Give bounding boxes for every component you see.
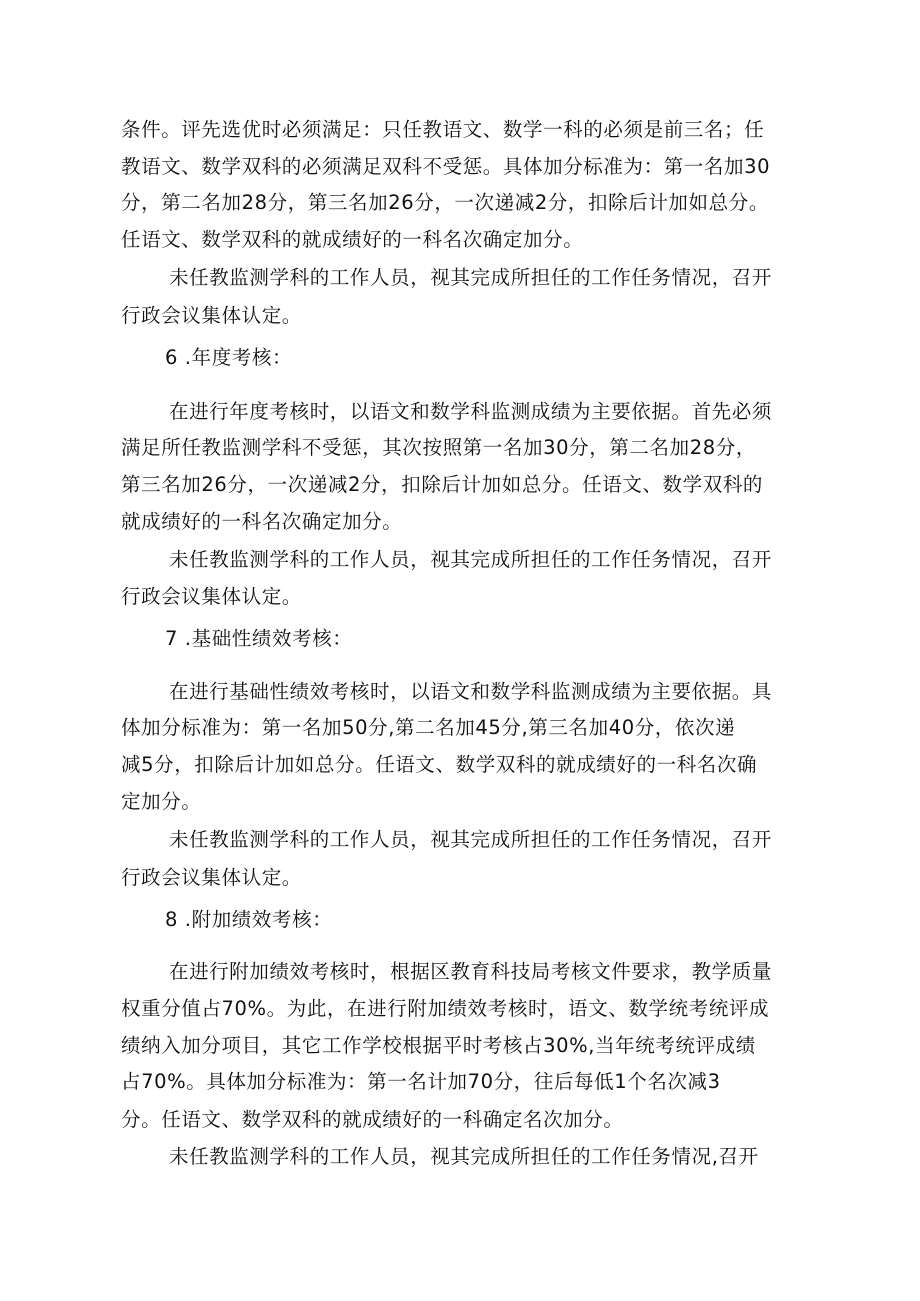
text-line: 绩纳入加分项目，其它工作学校根据平时考核占30%,当年统考统评成绩 <box>121 1034 756 1057</box>
text-line: 就成绩好的一科名次确定加分。 <box>121 510 403 533</box>
text-line: 占70%。具体加分标准为：第一名计加70分，往后每低1个名次减3 <box>121 1070 721 1093</box>
text-line: 分，第二名加28分，第三名加26分，一次递减2分，扣除后计加如总分。 <box>121 191 769 214</box>
text-line: 体加分标准为：第一名加50分,第二名加45分,第三名加40分，依次递 <box>121 716 736 739</box>
text-line: 权重分值占70%。为此，在进行附加绩效考核时，语文、数学统考统评成 <box>121 997 770 1020</box>
text-line: 条件。评先选优时必须满足：只任教语文、数学一科的必须是前三名；任 <box>121 118 765 141</box>
text-line: 未任教监测学科的工作人员，视其完成所担任的工作任务情况，召开 <box>169 266 773 289</box>
text-line: 任语文、数学双科的就成绩好的一科名次确定加分。 <box>121 228 584 251</box>
section-heading: 7 .基础性绩效考核： <box>165 627 353 650</box>
text-line: 行政会议集体认定。 <box>121 866 302 889</box>
text-line: 定加分。 <box>121 790 202 813</box>
text-line: 未任教监测学科的工作人员，视其完成所担任的工作任务情况，召开 <box>169 828 773 851</box>
section-heading: 8 .附加绩效考核： <box>165 908 333 931</box>
text-line: 第三名加26分，一次递减2分，扣除后计加如总分。任语文、数学双科的 <box>121 473 764 496</box>
text-line: 在进行年度考核时，以语文和数学科监测成绩为主要依据。首先必须 <box>169 400 773 423</box>
section-heading: 6 .年度考核： <box>165 346 293 369</box>
text-line: 在进行附加绩效考核时，根据区教育科技局考核文件要求，教学质量 <box>169 960 773 983</box>
text-line: 在进行基础性绩效考核时，以语文和数学科监测成绩为主要依据。具 <box>169 680 773 703</box>
text-line: 教语文、数学双科的必须满足双科不受惩。具体加分标准为：第一名加30 <box>121 155 771 178</box>
text-line: 分。任语文、数学双科的就成绩好的一科确定名次加分。 <box>121 1108 624 1131</box>
text-line: 未任教监测学科的工作人员，视其完成所担任的工作任务情况，召开 <box>169 548 773 571</box>
text-line: 未任教监测学科的工作人员，视其完成所担任的工作任务情况,召开 <box>169 1145 759 1168</box>
text-line: 行政会议集体认定。 <box>121 585 302 608</box>
text-line: 行政会议集体认定。 <box>121 304 302 327</box>
text-line: 满足所任教监测学科不受惩，其次按照第一名加30分，第二名加28分， <box>121 436 756 459</box>
text-line: 减5分，扣除后计加如总分。任语文、数学双科的就成绩好的一科名次确 <box>121 753 758 776</box>
